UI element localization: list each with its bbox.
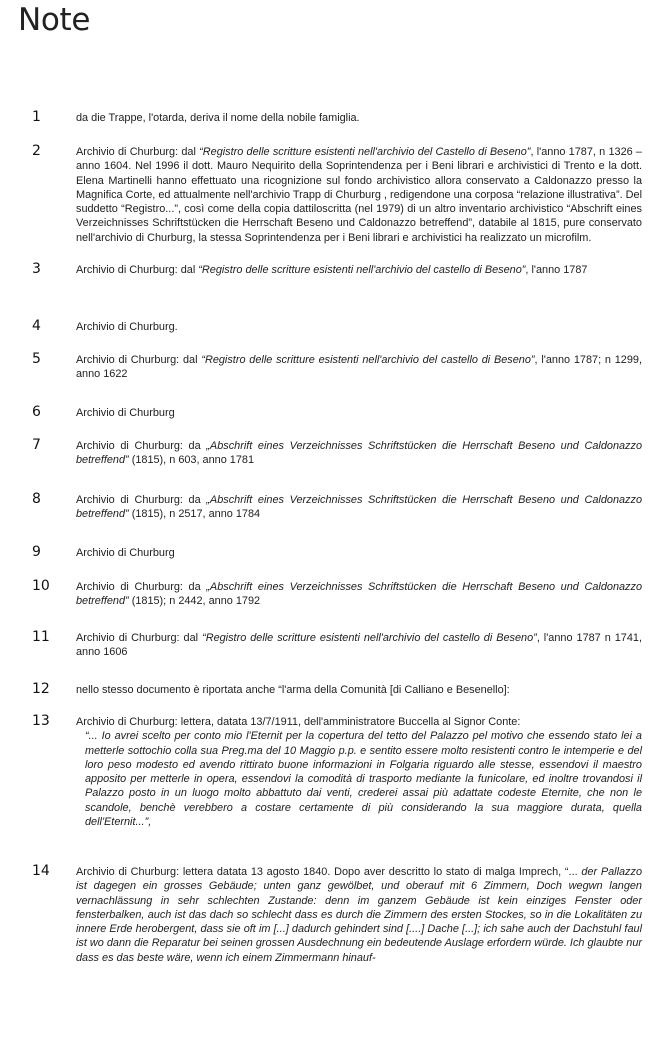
footnote-segment: Archivio di Churburg: da bbox=[76, 440, 207, 452]
footnote-segment: Archivio di Churburg bbox=[76, 547, 175, 559]
footnote-number: 5 bbox=[32, 351, 41, 367]
footnote-citation: “Registro delle scritture esistenti nell'archivio del castello di Beseno” bbox=[202, 632, 537, 644]
page-title: Note bbox=[18, 2, 91, 38]
footnote-citation: „Abschrift eines Verzeichnisses Schriftstücken die Herrschaft Beseno und Caldonazzo betreffend” bbox=[76, 440, 643, 467]
footnote-text bbox=[76, 263, 642, 277]
footnote-segment: Archivio di Churburg: lettera, datata 13/7/1911, dell'amministratore Buccella al Signor Conte: bbox=[76, 716, 521, 728]
footnote-number: 3 bbox=[32, 261, 41, 277]
footnote-citation: der Pallazzo ist dagegen ein grosses Gebäude; unten ganz gewölbet, und oberauf mit 6 Zimmern, Doch wegwn langen vernachlässung in sehr schlechten Zustande: denn im ganzem Gebäude ist kein einziges Fenster oder fensterbalken, auch ist das dach so schlecht dass es durch die Zimmern des ersten Stockes, so in die Lokalitäten zu innere Erde herobergent, dass sie oft im [...] dadurch gehindert sind [....] Dache [...]; ich sahe auch der Dachstuhl faul ist wo dann die Reparatur bei seinen grossen Ausdechnung ein bedeutende Auslage erfordern würde. Ich glaubte nur dass es das beste wäre, wenn ich einem Zimmermann hinauf- bbox=[76, 866, 642, 964]
footnote-number: 12 bbox=[32, 681, 50, 697]
footnote-number: 1 bbox=[32, 109, 41, 125]
footnote-text bbox=[76, 406, 642, 420]
footnote-citation: „Abschrift eines Verzeichnisses Schriftstücken die Herrschaft Beseno und Caldonazzo betreffend” bbox=[76, 581, 643, 608]
footnote-text bbox=[76, 353, 642, 382]
footnote-text bbox=[76, 546, 642, 560]
footnote-number: 8 bbox=[32, 491, 41, 507]
footnote-segment: , l'anno 1787, n 1326 – anno 1604. Nel 1996 il dott. Mauro Nequirito della Soprintendenza per i Beni librari e archivistici di Trento e la dott. Elena Martinelli hanno effettuato una ricognizione sul fondo archivistico allora conservato a Caldonazzo presso la Magnifica Corte, ed attualmente nell'archivio Trapp di Churburg , redigendone una corposa “relazione illustrativa”. Del suddetto “Registro...”, così come della copia dattiloscritta (nel 1979) di un altro inventario archivistico “Abschrift eines Verzeichnisses Schriftstücken die Herrschaft Beseno und Caldonazzo betreffend”, databile al 1815, pure conservato nell'archivio di Churburg, la stessa Soprintendenza per i Beni librari e archivistici ha realizzato un microfilm. bbox=[76, 146, 642, 244]
footnote-segment: Archivio di Churburg: da bbox=[76, 581, 207, 593]
footnote-segment: nello stesso documento è riportata anche “l'arma della Comunità [di Calliano e Besenello]: bbox=[76, 684, 510, 696]
footnote-text bbox=[76, 683, 642, 697]
footnote-citation: “Registro delle scritture esistenti nell'archivio del castello di Beseno” bbox=[201, 354, 535, 366]
footnote-segment: Archivio di Churburg: lettera datata 13 agosto 1840. Dopo aver descritto lo stato di malga Imprech, “... bbox=[76, 866, 582, 878]
footnote-number: 11 bbox=[32, 629, 50, 645]
footnote-text bbox=[76, 631, 642, 660]
footnote-segment: (1815), n 2517, anno 1784 bbox=[128, 508, 261, 521]
footnote-text bbox=[76, 145, 642, 245]
footnote-text bbox=[76, 580, 642, 609]
footnote-number: 14 bbox=[32, 863, 50, 879]
footnote-text bbox=[76, 715, 642, 829]
footnote-segment: Archivio di Churburg. bbox=[76, 321, 178, 333]
footnote-segment: Archivio di Churburg: dal bbox=[76, 632, 203, 644]
footnote-text bbox=[76, 865, 642, 965]
footnote-segment: (1815), n 603, anno 1781 bbox=[128, 454, 255, 467]
footnote-segment: Archivio di Churburg: da bbox=[76, 494, 207, 506]
footnote-number: 7 bbox=[32, 437, 41, 453]
footnote-segment: Archivio di Churburg: dal bbox=[76, 146, 200, 158]
footnote-segment: , l'anno 1787 bbox=[525, 264, 588, 276]
footnote-citation: “Registro delle scritture esistenti nell'archivio del castello di Beseno” bbox=[198, 264, 526, 276]
footnote-citation: “Registro delle scritture esistenti nell'archivio del Castello di Beseno” bbox=[199, 146, 531, 158]
footnote-number: 4 bbox=[32, 318, 41, 334]
footnote-segment: Archivio di Churburg bbox=[76, 407, 175, 419]
footnote-segment: , l'anno 1787 n 1741, anno 1606 bbox=[76, 632, 642, 659]
footnote-text bbox=[76, 111, 642, 125]
footnote-segment: da die Trappe, l'otarda, deriva il nome della nobile famiglia. bbox=[76, 112, 360, 124]
footnote-number: 2 bbox=[32, 143, 41, 159]
footnote-citation: „Abschrift eines Verzeichnisses Schriftstücken die Herrschaft Beseno und Caldonazzo betreffend” bbox=[76, 494, 643, 521]
footnote-quote: “... Io avrei scelto per conto mio l'Eternit per la copertura del tetto del Palazzo pel motivo che essendo stato lei a metterle sottochio colla sua Preg.ma del 10 Maggio p.p. e sentito essere molto resistenti contro le intemperie e del loro peso modesto ed avendo rittirato buone informazioni in Folgaria riguardo alle stesse, essendovi il maestro apposito per metterle in opera, essendovi la comodità di trasporto mediante la funicolare, ed inoltre trovandosi il Palazzo posto in un luogo molto abbattuto dai venti, crederei assai più adattate codeste Eternite, che non le scandole, benchè verebbero a costare certamente di più considerando la sua maggiore durata, quella dell'Eternit...”, bbox=[85, 730, 642, 829]
footnote-text bbox=[76, 439, 642, 468]
footnote-number: 13 bbox=[32, 713, 50, 729]
footnote-number: 10 bbox=[32, 578, 50, 594]
footnote-number: 9 bbox=[32, 544, 41, 560]
footnote-text bbox=[76, 320, 642, 334]
footnote-segment: Archivio di Churburg: dal bbox=[76, 264, 199, 276]
footnote-number: 6 bbox=[32, 404, 41, 420]
footnote-segment: (1815); n 2442, anno 1792 bbox=[128, 595, 261, 608]
footnote-segment: , l'anno 1787; n 1299, anno 1622 bbox=[76, 354, 643, 381]
footnote-text bbox=[76, 493, 642, 522]
footnote-segment: Archivio di Churburg: dal bbox=[76, 354, 202, 366]
